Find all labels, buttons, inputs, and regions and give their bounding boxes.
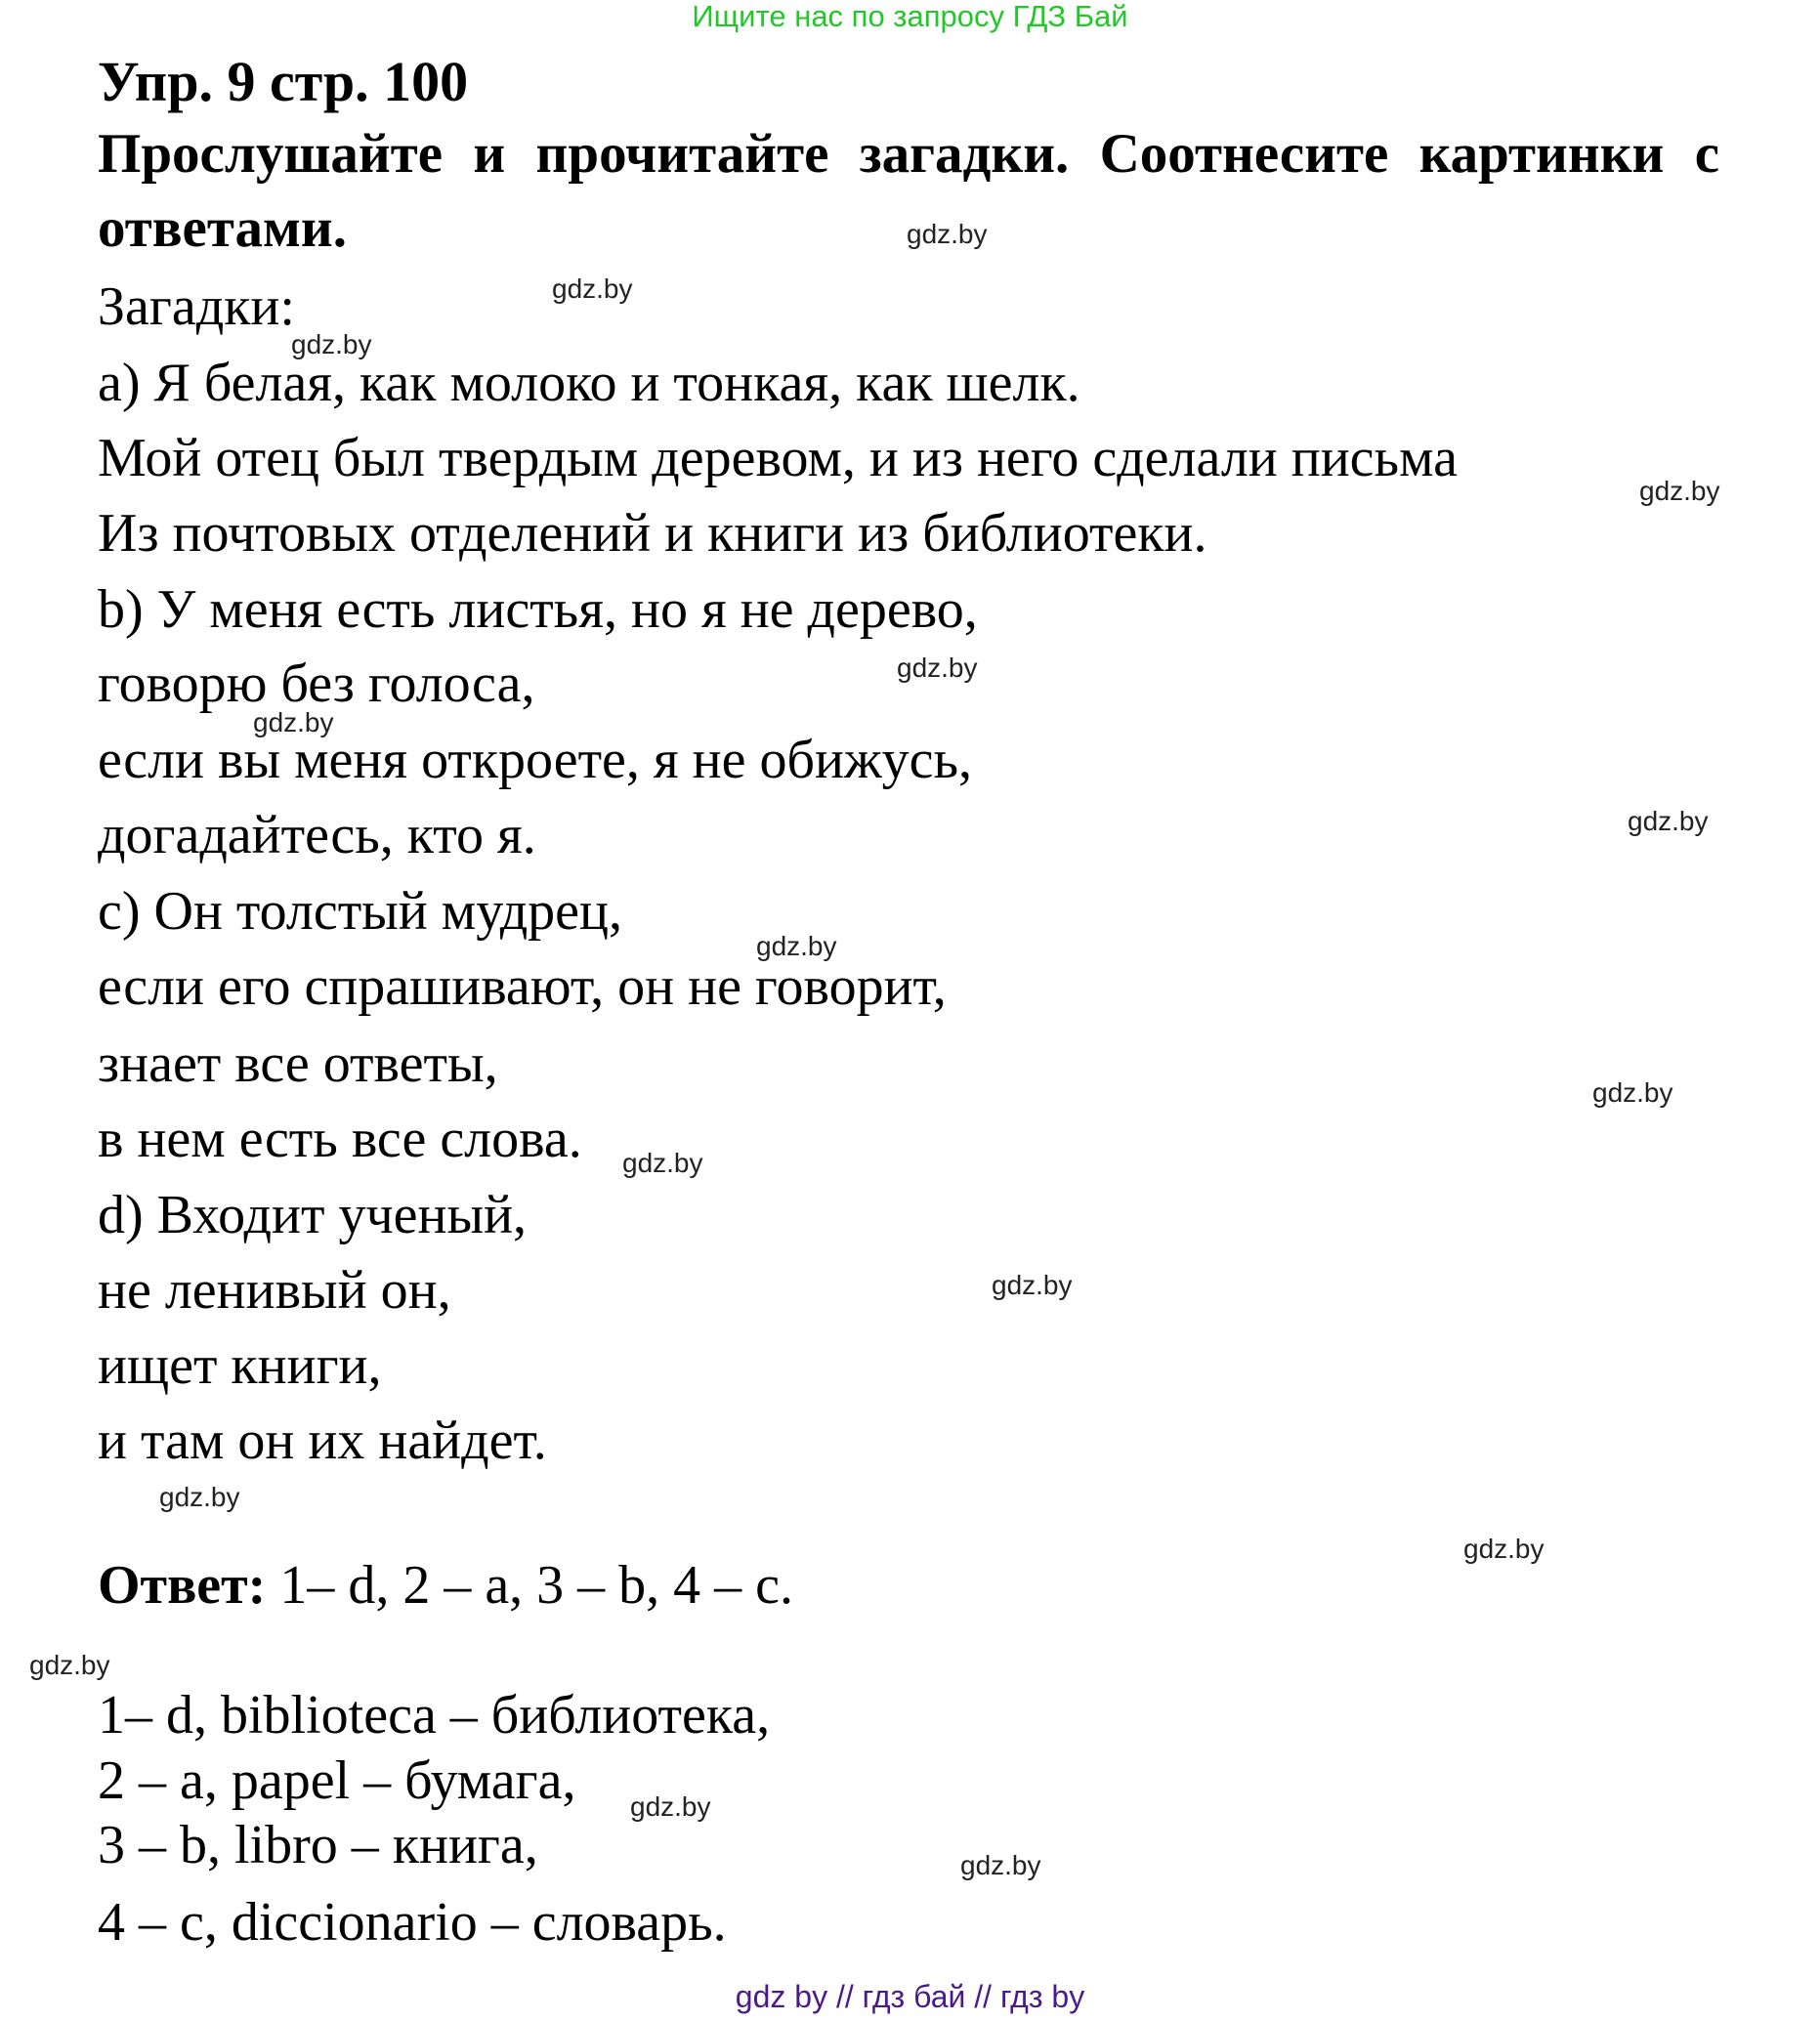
watermark: gdz.by — [159, 1482, 240, 1512]
riddle-b-line-2: говорю без голоса, — [98, 653, 535, 714]
watermark: gdz.by — [630, 1791, 711, 1822]
riddle-a-line-2: Мой отец был твердым деревом, и из него сделали письма — [98, 428, 1458, 488]
page-title: Упр. 9 стр. 100 — [98, 50, 469, 113]
watermark: gdz.by — [992, 1270, 1073, 1300]
riddle-c-line-1: c) Он толстый мудрец, — [98, 881, 623, 942]
answer-label: Ответ: — [98, 1555, 267, 1616]
watermark: gdz.by — [1592, 1077, 1673, 1108]
watermark: gdz.by — [253, 707, 334, 737]
answer-text: 1– d, 2 – a, 3 – b, 4 – c. — [266, 1555, 794, 1616]
riddle-c-line-3: знает все ответы, — [98, 1033, 498, 1094]
match-1: 1– d, biblioteca – библиотека, — [98, 1685, 771, 1746]
watermark: gdz.by — [897, 653, 978, 683]
footer-watermark: gdz by // гдз бай // гдз by — [735, 1979, 1085, 2014]
riddle-d-line-3: ищет книги, — [98, 1335, 382, 1396]
riddle-c-line-2: если его спрашивают, он не говорит, — [98, 956, 947, 1017]
riddle-a-line-3: Из почтовых отделений и книги из библиотеки. — [98, 503, 1207, 564]
watermark: gdz.by — [756, 931, 837, 961]
riddle-d-line-2: не ленивый он, — [98, 1260, 451, 1321]
match-4: 4 – c, diccionario – словарь. — [98, 1892, 727, 1953]
watermark: gdz.by — [907, 219, 988, 249]
watermark: gdz.by — [1628, 806, 1709, 836]
watermark: gdz.by — [1463, 1534, 1545, 1564]
match-3: 3 – b, libro – книга, — [98, 1815, 538, 1875]
riddle-d-line-1: d) Входит ученый, — [98, 1185, 528, 1245]
riddle-c-line-4: в нем есть все слова. — [98, 1109, 582, 1169]
riddle-b-line-4: догадайтесь, кто я. — [98, 805, 536, 865]
instruction-line-1: Прослушайте и прочитайте загадки. Соотнесите картинки с — [98, 123, 1719, 185]
riddle-d-line-4: и там он их найдет. — [98, 1410, 547, 1471]
search-banner: Ищите нас по запросу ГДЗ Бай — [692, 0, 1128, 33]
watermark: gdz.by — [960, 1850, 1041, 1880]
watermark: gdz.by — [291, 329, 372, 359]
riddles-label: Загадки: — [98, 276, 295, 337]
watermark: gdz.by — [29, 1650, 110, 1680]
watermark: gdz.by — [622, 1148, 703, 1178]
watermark: gdz.by — [552, 274, 633, 304]
match-2: 2 – a, papel – бумага, — [98, 1750, 576, 1811]
riddle-a-line-1: a) Я белая, как молоко и тонкая, как шелк. — [98, 353, 1080, 413]
instruction-line-2: ответами. — [98, 197, 347, 259]
watermark: gdz.by — [1639, 476, 1720, 506]
answer-line — [98, 1554, 793, 1617]
riddle-b-line-1: b) У меня есть листья, но я не дерево, — [98, 579, 978, 640]
riddle-b-line-3: если вы меня откроете, я не обижусь, — [98, 730, 973, 790]
